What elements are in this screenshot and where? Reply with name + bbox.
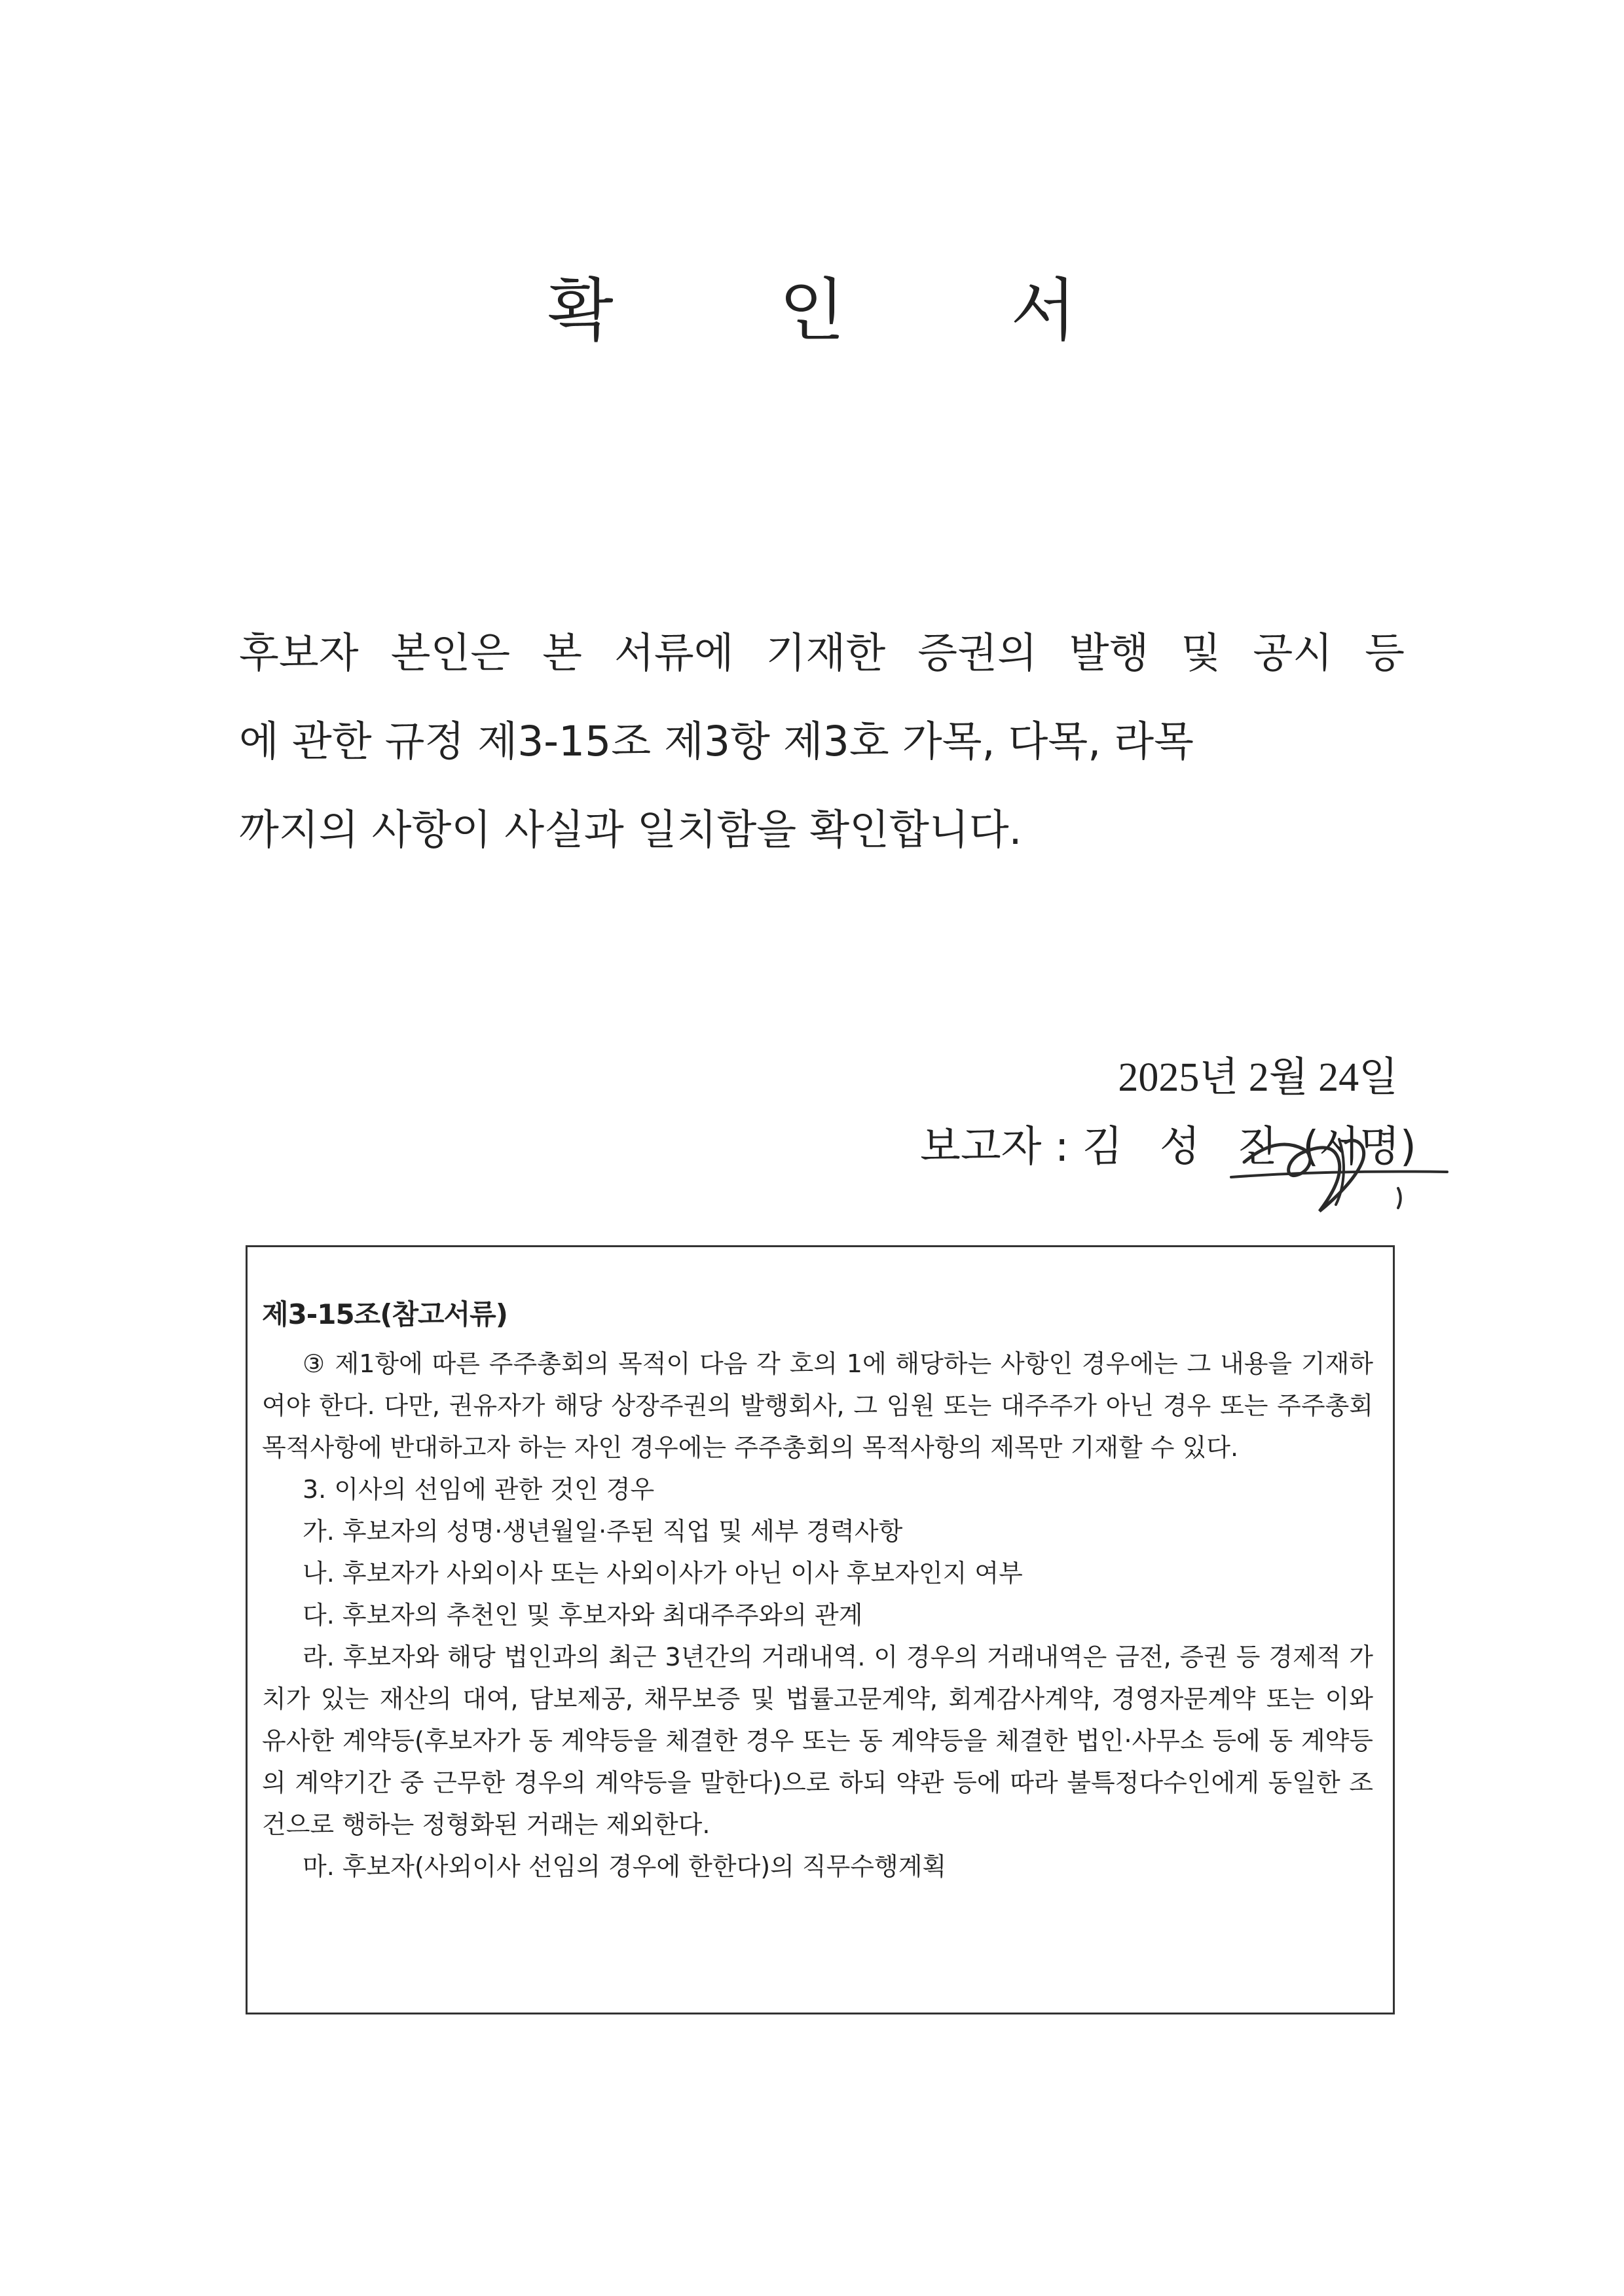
seal-text: (서명) [1302, 1123, 1416, 1171]
reporter-name: 김 성 진 [1082, 1123, 1289, 1171]
reference-item-da: 다. 후보자의 추천인 및 후보자와 최대주주와의 관계 [303, 1601, 863, 1630]
reference-item-3: 3. 이사의 선임에 관한 것인 경우 [303, 1475, 655, 1504]
reference-item-ga: 가. 후보자의 성명·생년월일·주된 직업 및 세부 경력사항 [303, 1517, 903, 1546]
confirmation-statement [239, 609, 1405, 874]
reporter-label: 보고자 : [920, 1123, 1069, 1171]
statement-line-3: 까지의 사항이 사실과 일치함을 확인합니다. [239, 806, 1022, 854]
reference-item-ra: 라. 후보자와 해당 법인과의 최근 3년간의 거래내역. 이 경우의 거래내역은 금전, 증권 등 경제적 가치가 있는 재산의 대여, 담보제공, 채무보증 및 법률고문계약, 회계감사계약, 경영자문계약 또는 이와 유사한 계약등(후보자가 동 계약등을 체결한 경우 또는 동 계약등을 체결한 법인·사무소 등에 동 계약등의 계약기간 중 근무한 경우의 계약등을 말한다)으로 하되 약관 등에 따라 불특정다수인에게 동일한 조건으로 행하는 정형화된 거래는 제외한다. [262, 1643, 1373, 1839]
statement-line-1: 후보자 본인은 본 서류에 기재한 증권의 발행 및 공시 등 [239, 629, 1405, 677]
document-date: 2025년 2월 24일 [1118, 1055, 1398, 1100]
reference-item-na: 나. 후보자가 사외이사 또는 사외이사가 아닌 이사 후보자인지 여부 [303, 1559, 1023, 1588]
document-title: 확 인 서 [547, 270, 1149, 350]
reference-box [246, 1245, 1395, 2014]
reference-item-ma: 마. 후보자(사외이사 선임의 경우에 한한다)의 직무수행계획 [303, 1852, 947, 1881]
handwritten-signature [1205, 1100, 1467, 1224]
statement-line-2: 에 관한 규정 제3-15조 제3항 제3호 가목, 다목, 라목 [239, 718, 1194, 765]
reference-title: 제3-15조(참고서류) [262, 1298, 507, 1330]
reference-paragraph: ③ 제1항에 따른 주주총회의 목적이 다음 각 호의 1에 해당하는 사항인 경우에는 그 내용을 기재하여야 한다. 다만, 권유자가 해당 상장주권의 발행회사, 그 임원 또는 대주주가 아닌 경우 또는 주주총회 목적사항에 반대하고자 하는 자인 경우에는 주주총회의 목적사항의 제목만 기재할 수 있다. [262, 1349, 1373, 1462]
